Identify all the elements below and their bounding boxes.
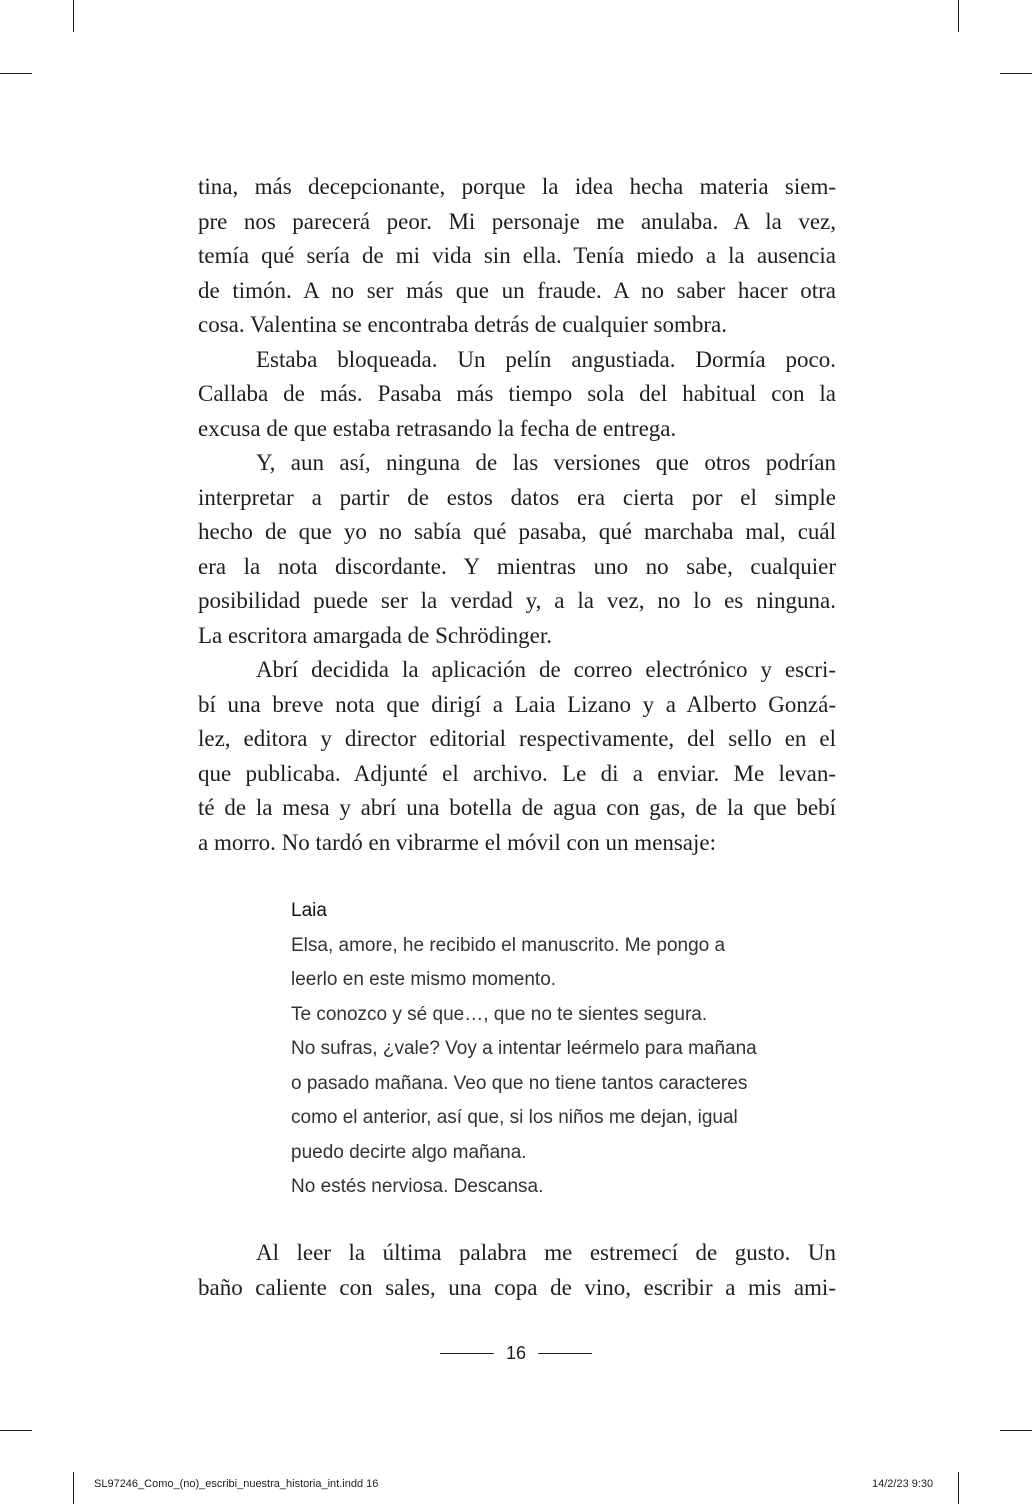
slug-date: 14/2/23 9:30	[872, 1478, 934, 1490]
text-line: La escritora amargada de Schrödinger.	[198, 622, 553, 648]
folio-rule-left	[440, 1353, 494, 1354]
text-line: que publicaba. Adjunté el archivo. Le di a enviar. Me levan-	[198, 760, 836, 786]
crop-mark-top-left-h	[0, 73, 32, 74]
text-line: baño caliente con sales, una copa de vino, escribir a mis ami-	[198, 1274, 836, 1300]
text-line: Al leer la última palabra me estremecí de gusto. Un	[256, 1240, 836, 1265]
crop-mark-top-left	[73, 0, 74, 32]
text-line: interpretar a partir de estos datos era cierta por el simple	[198, 484, 836, 510]
crop-mark-bottom-right	[958, 1472, 959, 1504]
crop-mark-bottom-right-h	[1000, 1430, 1032, 1431]
body-text	[198, 170, 836, 860]
slug-file-info: SL97246_Como_(no)_escribi_nuestra_historia_int.indd 16	[94, 1478, 379, 1490]
text-line: Abrí decidida la aplicación de correo electrónico y escri-	[256, 657, 836, 682]
page-folio	[440, 1338, 592, 1368]
text-line: Callaba de más. Pasaba más tiempo sola del habitual con la	[198, 381, 836, 406]
text-line: a morro. No tardó en vibrarme el móvil con un mensaje:	[198, 829, 716, 855]
message-line: como el anterior, así que, si los niños me dejan, igual	[291, 1107, 738, 1128]
message-line: Elsa, amore, he recibido el manuscrito. Me pongo a	[291, 934, 726, 956]
text-line: lez, editora y director editorial respectivamente, del sello en el	[198, 726, 836, 751]
message-line: Te conozco y sé que…, que no te sientes segura.	[291, 1003, 708, 1025]
message-sender: Laia	[291, 900, 327, 921]
message-line: No sufras, ¿vale? Voy a intentar leérmelo para mañana	[291, 1038, 757, 1059]
folio-rule-right	[538, 1353, 592, 1354]
message-body	[291, 929, 791, 1205]
text-line: té de la mesa y abrí una botella de agua con gas, de la que bebí	[198, 795, 836, 820]
text-line: temía qué sería de mi vida sin ella. Tenía miedo a la ausencia	[198, 243, 836, 268]
crop-mark-bottom-left	[73, 1472, 74, 1504]
text-message	[291, 894, 791, 1205]
crop-mark-top-right-h	[1000, 73, 1032, 74]
text-line: cosa. Valentina se encontraba detrás de cualquier sombra.	[198, 312, 727, 337]
text-line: bí una breve nota que dirigí a Laia Lizano y a Alberto Gonzá-	[198, 691, 836, 717]
text-line: era la nota discordante. Y mientras uno no sabe, cualquier	[198, 553, 836, 579]
crop-mark-top-right	[958, 0, 959, 32]
text-line: Y, aun así, ninguna de las versiones que otros podrían	[256, 450, 836, 475]
text-line: Estaba bloqueada. Un pelín angustiada. Dormía poco.	[256, 346, 836, 372]
message-line: No estés nerviosa. Descansa.	[291, 1176, 544, 1197]
page-number: 16	[505, 1342, 527, 1363]
text-line: de timón. A no ser más que un fraude. A no saber hacer otra	[198, 277, 836, 303]
message-line: puedo decirte algo mañana.	[291, 1141, 527, 1163]
text-line: pre nos parecerá peor. Mi personaje me anulaba. A la vez,	[198, 208, 836, 234]
text-line: excusa de que estaba retrasando la fecha de entrega.	[198, 415, 677, 441]
crop-mark-bottom-left-h	[0, 1430, 32, 1431]
closing-paragraph	[198, 1236, 836, 1305]
message-line: o pasado mañana. Veo que no tiene tantos caracteres	[291, 1072, 748, 1094]
text-line: posibilidad puede ser la verdad y, a la vez, no lo es ninguna.	[198, 588, 836, 613]
message-line: leerlo en este mismo momento.	[291, 969, 557, 990]
text-line: hecho de que yo no sabía qué pasaba, qué marchaba mal, cuál	[198, 519, 836, 544]
text-line: tina, más decepcionante, porque la idea hecha materia siem-	[198, 174, 836, 199]
